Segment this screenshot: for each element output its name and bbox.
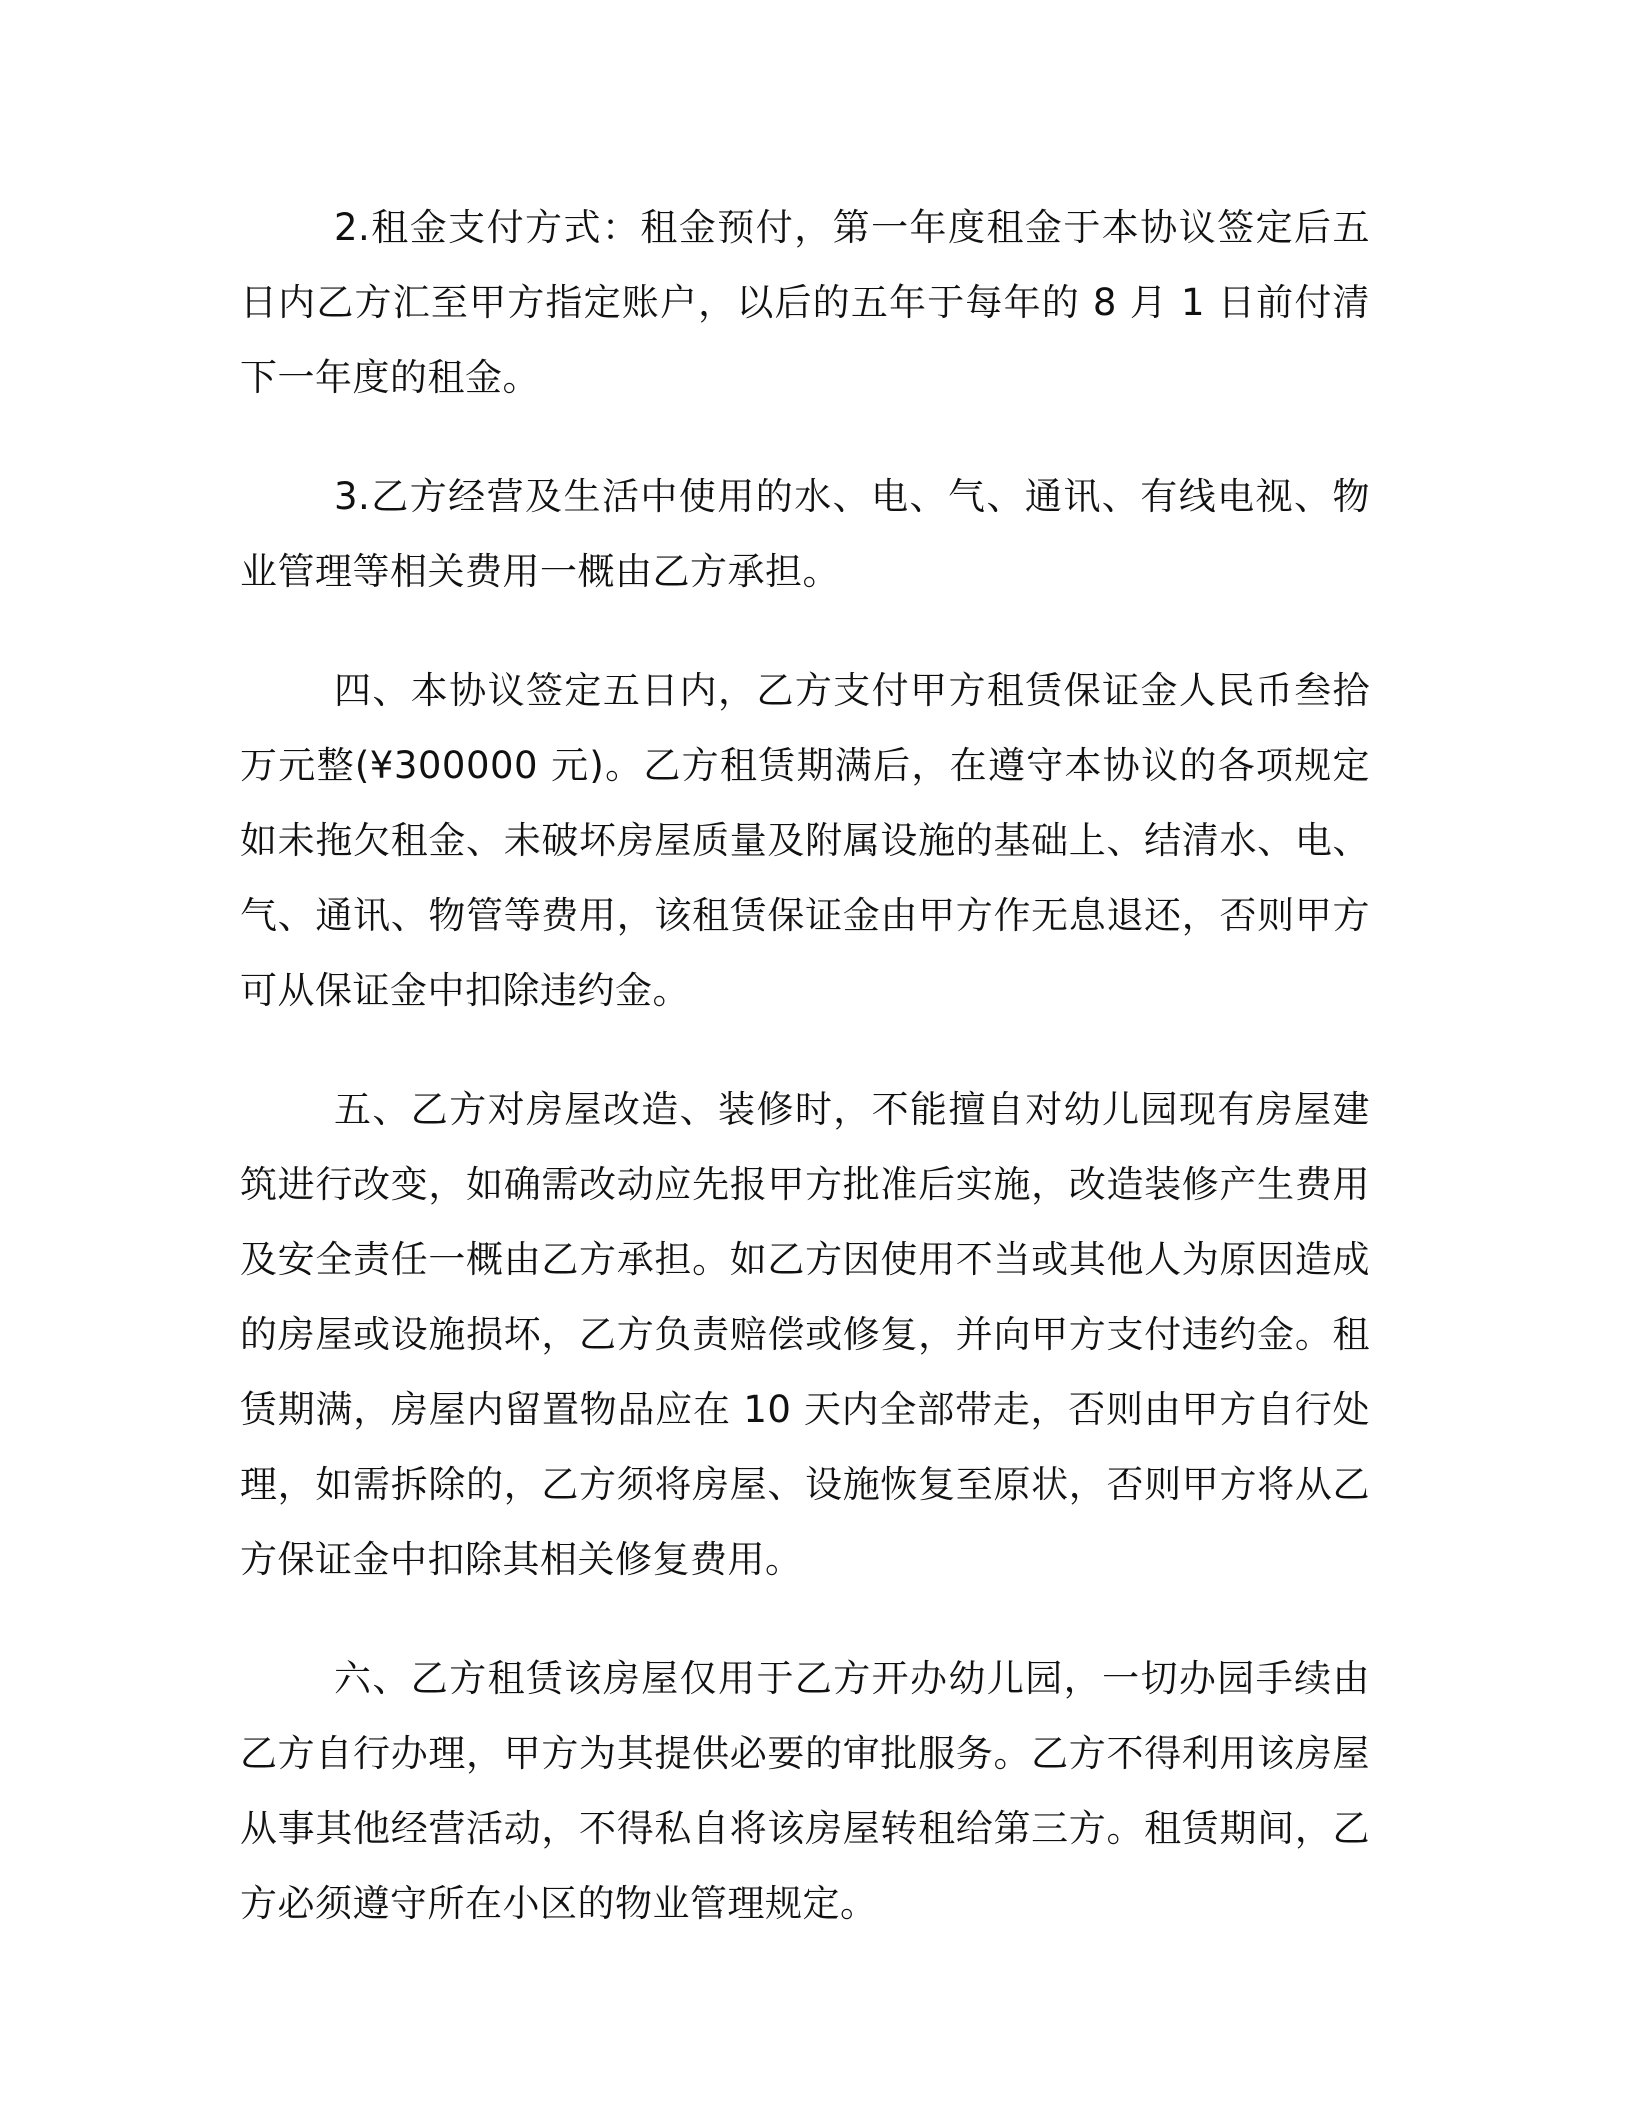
clause-paragraph-rent-payment: 2.租金支付方式：租金预付，第一年度租金于本协议签定后五日内乙方汇至甲方指定账户，以后的五年于每年的 8 月 1 日前付清下一年度的租金。	[240, 206, 1370, 399]
clause-paragraph-usage: 六、乙方租赁该房屋仅用于乙方开办幼儿园，一切办园手续由乙方自行办理，甲方为其提供必要的审批服务。乙方不得利用该房屋从事其他经营活动，不得私自将该房屋转租给第三方。租赁期间，乙方必须遵守所在小区的物业管理规定。	[240, 1657, 1370, 1925]
document-body	[240, 190, 1370, 1985]
clause-paragraph-renovation: 五、乙方对房屋改造、装修时，不能擅自对幼儿园现有房屋建筑进行改变，如确需改动应先报甲方批准后实施，改造装修产生费用及安全责任一概由乙方承担。如乙方因使用不当或其他人为原因造成的房屋或设施损坏，乙方负责赔偿或修复，并向甲方支付违约金。租赁期满，房屋内留置物品应在 10 天内全部带走，否则由甲方自行处理，如需拆除的，乙方须将房屋、设施恢复至原状，否则甲方将从乙方保证金中扣除其相关修复费用。	[240, 1088, 1370, 1581]
clause-paragraph-utility-fees: 3.乙方经营及生活中使用的水、电、气、通讯、有线电视、物业管理等相关费用一概由乙方承担。	[240, 475, 1370, 593]
clause-paragraph-deposit: 四、本协议签定五日内，乙方支付甲方租赁保证金人民币叁拾万元整(¥300000 元)。乙方租赁期满后，在遵守本协议的各项规定如未拖欠租金、未破坏房屋质量及附属设施的基础上、结清水、电、气、通讯、物管等费用，该租赁保证金由甲方作无息退还，否则甲方可从保证金中扣除违约金。	[240, 669, 1370, 1012]
